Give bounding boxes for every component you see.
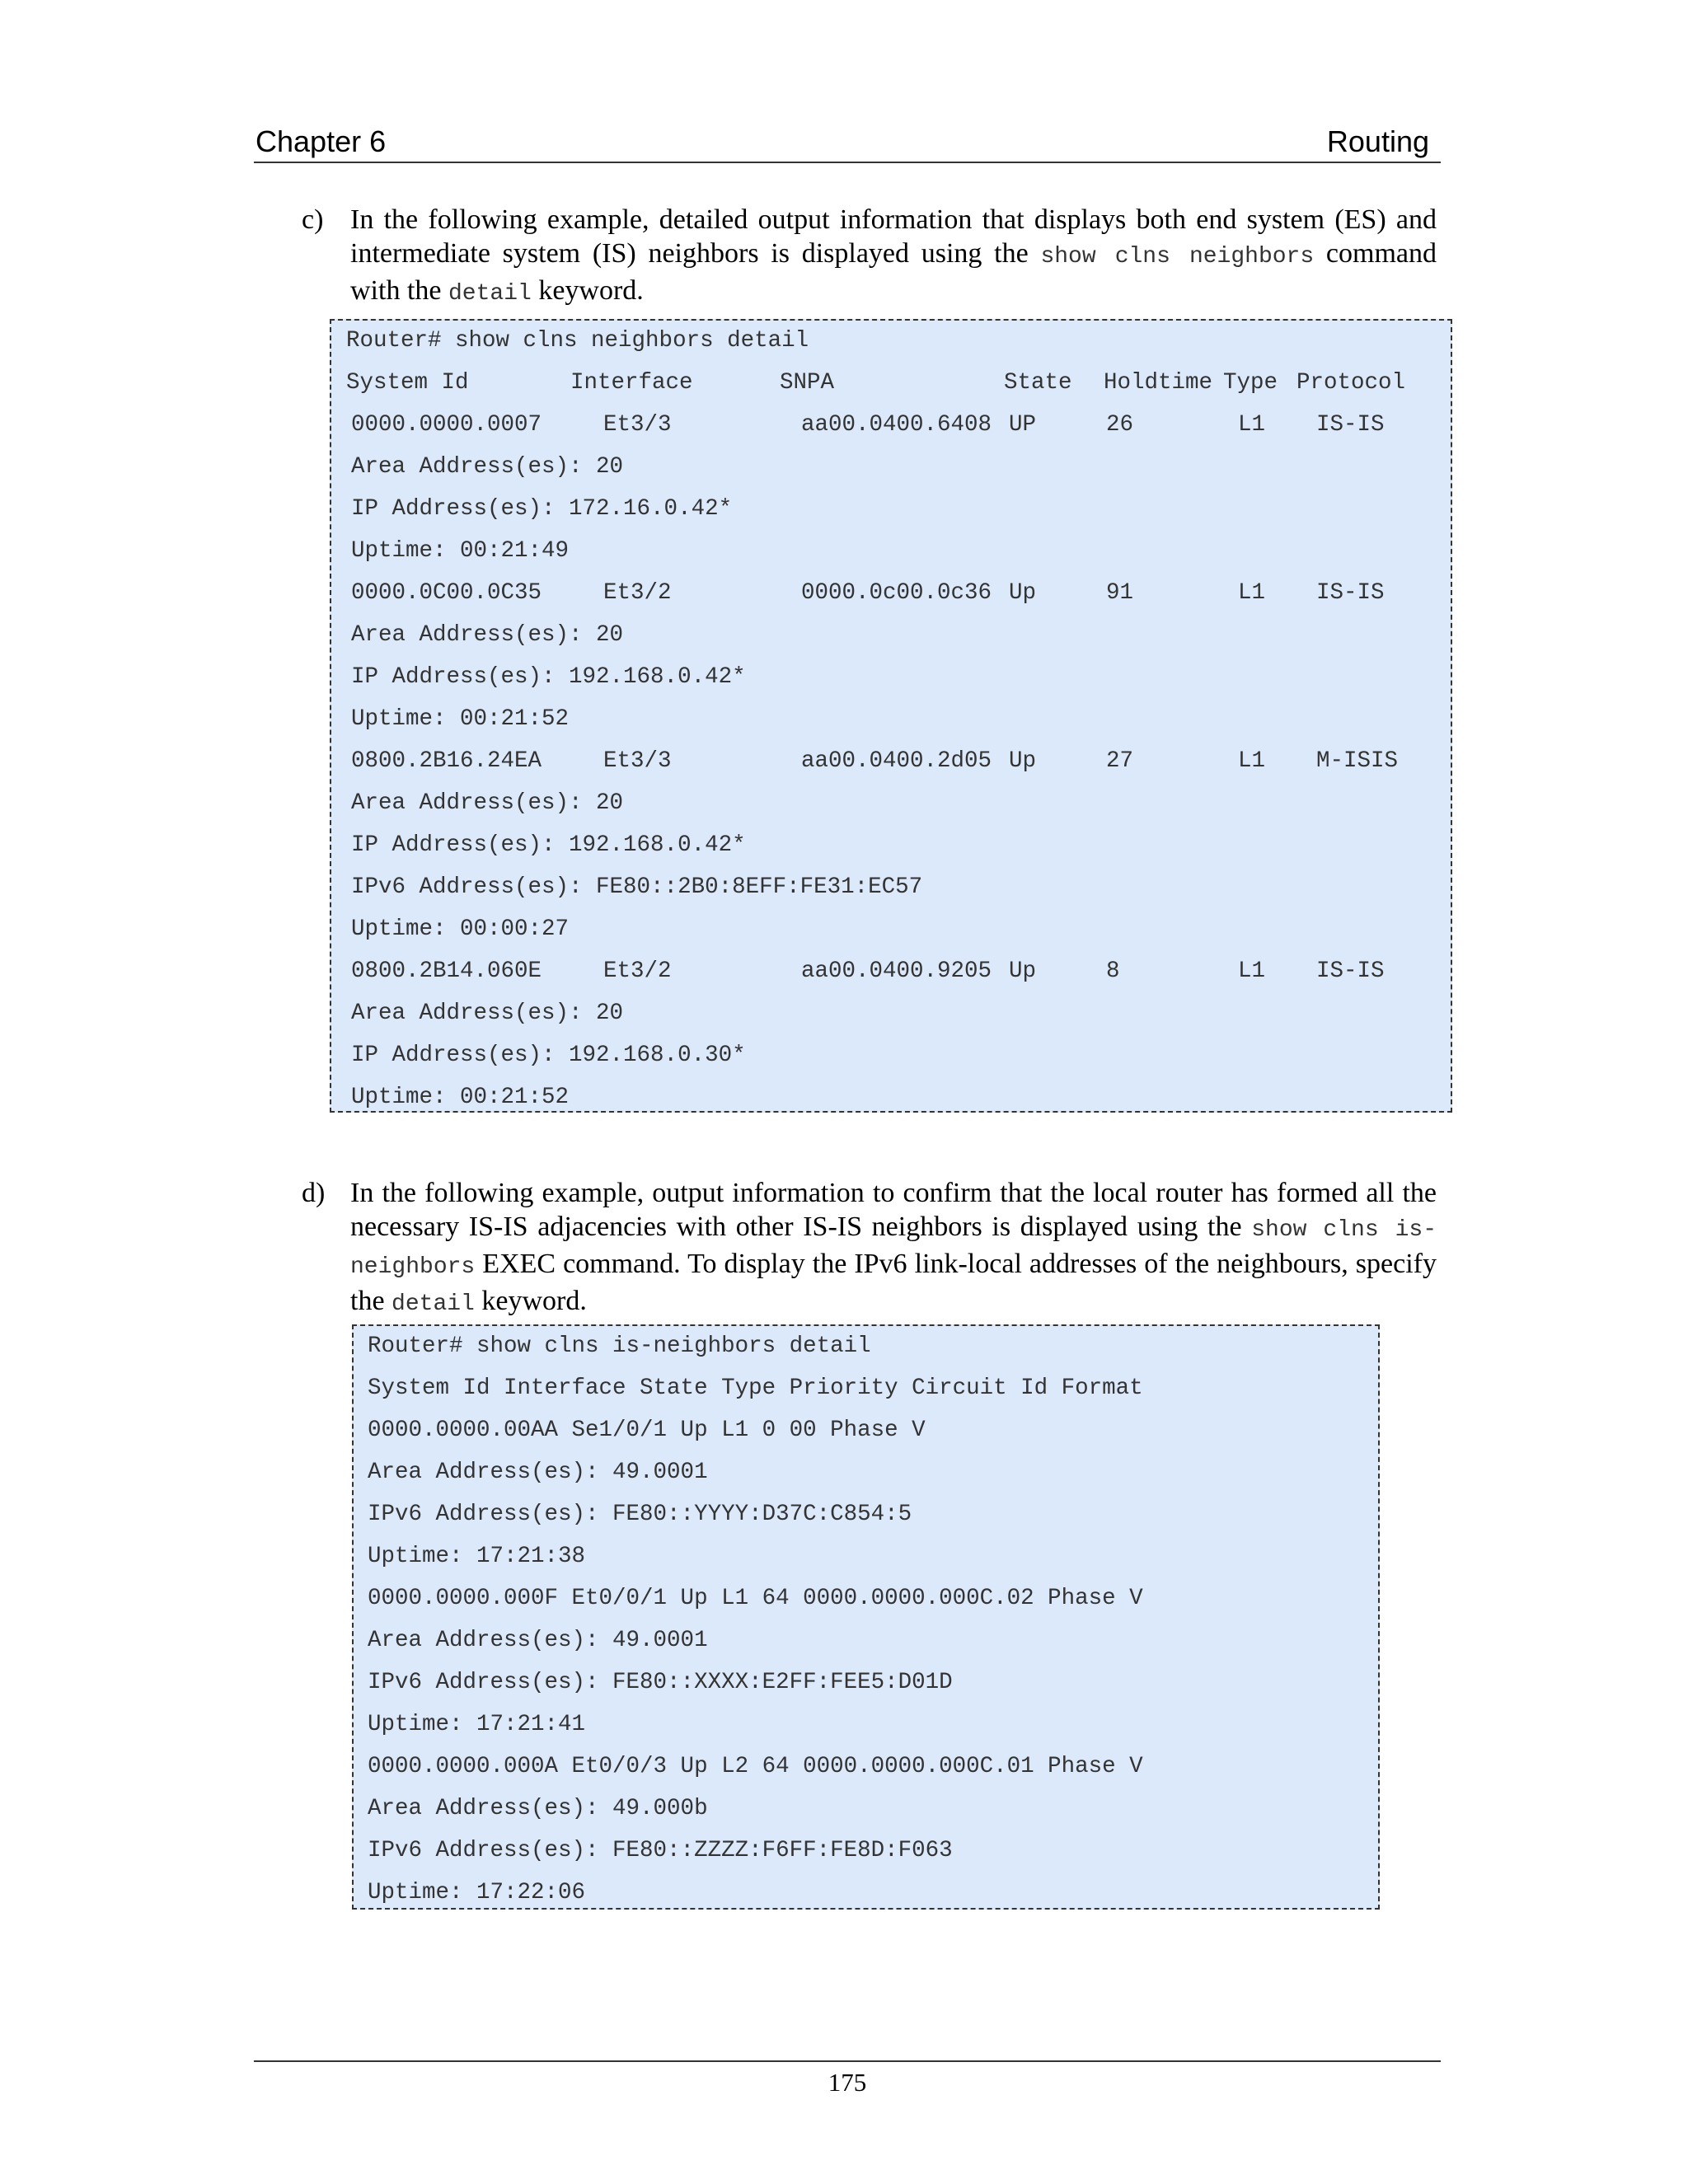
neighbor-cell-type: L1 — [1238, 748, 1266, 774]
neighbor-cell-state: UP — [1009, 412, 1037, 438]
list-marker-c: c) — [302, 204, 324, 235]
neighbor-cell-interface: Et3/2 — [603, 580, 672, 606]
section-label: Routing — [1326, 124, 1429, 158]
output-line: IPv6 Address(es): FE80::YYYY:D37C:C854:5 — [368, 1502, 912, 1527]
neighbor-cell-type: L1 — [1238, 580, 1266, 606]
neighbor-detail-line: Uptime: 00:21:49 — [351, 538, 570, 564]
paragraph-d — [350, 1176, 1437, 1321]
column-header: Type — [1223, 370, 1278, 396]
column-header: Interface — [570, 370, 693, 396]
inline-code-show-clns-is-neighbors: show clns is-neighbors — [350, 1217, 1437, 1280]
paragraph-c-text-3: keyword. — [531, 275, 644, 306]
neighbor-detail-line: IP Address(es): 192.168.0.42* — [351, 832, 746, 858]
neighbor-cell-holdtime: 26 — [1106, 412, 1134, 438]
output-line: Uptime: 17:22:06 — [368, 1880, 586, 1905]
neighbor-cell-snpa: aa00.0400.9205 — [801, 958, 992, 984]
neighbor-cell-interface: Et3/3 — [603, 748, 672, 774]
neighbor-cell-protocol: IS-IS — [1316, 580, 1385, 606]
neighbor-cell-system-id: 0000.0C00.0C35 — [351, 580, 542, 606]
neighbor-cell-protocol: M-ISIS — [1316, 748, 1399, 774]
neighbor-cell-snpa: aa00.0400.2d05 — [801, 748, 992, 774]
output-line: System Id Interface State Type Priority Circuit Id Format — [368, 1376, 1143, 1401]
neighbor-cell-protocol: IS-IS — [1316, 958, 1385, 984]
neighbor-cell-type: L1 — [1238, 958, 1266, 984]
neighbor-detail-line: IPv6 Address(es): FE80::2B0:8EFF:FE31:EC57 — [351, 874, 923, 900]
neighbor-detail-line: Area Address(es): 20 — [351, 1001, 624, 1026]
paragraph-d-text-3: keyword. — [474, 1286, 587, 1316]
paragraph-d-text-1: In the following example, output information to confirm that the local router has formed all the necessary IS-IS adjacencies with other IS-IS neighbors is displayed using the — [350, 1178, 1437, 1242]
list-marker-d: d) — [302, 1178, 326, 1208]
neighbor-cell-state: Up — [1009, 958, 1037, 984]
paragraph-d-text-2: EXEC command. To display the IPv6 link-local addresses of the neighbours, specify the — [350, 1249, 1437, 1316]
command-line: Router# show clns neighbors detail — [346, 328, 809, 354]
neighbor-cell-holdtime: 91 — [1106, 580, 1134, 606]
output-line: 0000.0000.00AA Se1/0/1 Up L1 0 00 Phase V — [368, 1418, 926, 1443]
paragraph-c-text-2: command with the — [350, 238, 1437, 306]
inline-code-detail-d: detail — [392, 1291, 475, 1317]
neighbor-detail-line: Uptime: 00:21:52 — [351, 1085, 570, 1110]
output-line: Uptime: 17:21:38 — [368, 1544, 586, 1569]
code-block-clns-neighbors — [330, 319, 1452, 1113]
neighbor-detail-line: IP Address(es): 192.168.0.42* — [351, 664, 746, 690]
page-footer — [254, 2060, 1441, 2102]
neighbor-detail-line: Uptime: 00:21:52 — [351, 706, 570, 732]
neighbor-cell-state: Up — [1009, 748, 1037, 774]
output-line: 0000.0000.000F Et0/0/1 Up L1 64 0000.0000.000C.02 Phase V — [368, 1586, 1143, 1611]
output-line: Area Address(es): 49.0001 — [368, 1460, 708, 1485]
paragraph-c — [350, 203, 1437, 311]
output-line: 0000.0000.000A Et0/0/3 Up L2 64 0000.0000.000C.01 Phase V — [368, 1754, 1143, 1779]
neighbor-cell-system-id: 0800.2B14.060E — [351, 958, 542, 984]
output-line: IPv6 Address(es): FE80::XXXX:E2FF:FEE5:D01D — [368, 1670, 953, 1695]
output-line: Uptime: 17:21:41 — [368, 1712, 586, 1737]
neighbor-cell-state: Up — [1009, 580, 1037, 606]
page-header — [254, 122, 1441, 163]
column-header: Holdtime — [1104, 370, 1213, 396]
neighbor-cell-holdtime: 27 — [1106, 748, 1134, 774]
command-line: Router# show clns is-neighbors detail — [368, 1333, 871, 1359]
paragraph-c-text-1: In the following example, detailed output information that displays both end system (ES) and intermediate system (IS) neighbors is displayed using the — [350, 204, 1437, 269]
neighbor-detail-line: Area Address(es): 20 — [351, 790, 624, 816]
page-number: 175 — [828, 2068, 867, 2097]
chapter-label: Chapter 6 — [256, 124, 387, 158]
neighbor-cell-interface: Et3/3 — [603, 412, 672, 438]
neighbor-detail-line: Area Address(es): 20 — [351, 454, 624, 480]
neighbor-cell-protocol: IS-IS — [1316, 412, 1385, 438]
neighbor-detail-line: IP Address(es): 192.168.0.30* — [351, 1043, 746, 1068]
inline-code-detail: detail — [448, 281, 532, 307]
neighbor-cell-snpa: aa00.0400.6408 — [801, 412, 992, 438]
code-block-clns-is-neighbors — [352, 1324, 1380, 1910]
neighbor-detail-line: IP Address(es): 172.16.0.42* — [351, 496, 733, 522]
neighbor-cell-system-id: 0000.0000.0007 — [351, 412, 542, 438]
output-line: Area Address(es): 49.000b — [368, 1796, 708, 1821]
column-header: State — [1004, 370, 1072, 396]
neighbor-cell-holdtime: 8 — [1106, 958, 1120, 984]
column-header: System Id — [346, 370, 469, 396]
neighbor-cell-snpa: 0000.0c00.0c36 — [801, 580, 992, 606]
neighbor-detail-line: Area Address(es): 20 — [351, 622, 624, 648]
neighbor-cell-system-id: 0800.2B16.24EA — [351, 748, 542, 774]
neighbor-cell-type: L1 — [1238, 412, 1266, 438]
output-line: IPv6 Address(es): FE80::ZZZZ:F6FF:FE8D:F063 — [368, 1838, 953, 1863]
column-header: Protocol — [1296, 370, 1406, 396]
output-line: Area Address(es): 49.0001 — [368, 1628, 708, 1653]
inline-code-show-clns-neighbors: show clns neighbors — [1040, 244, 1315, 269]
column-header: SNPA — [780, 370, 835, 396]
neighbor-detail-line: Uptime: 00:00:27 — [351, 916, 570, 942]
neighbor-cell-interface: Et3/2 — [603, 958, 672, 984]
